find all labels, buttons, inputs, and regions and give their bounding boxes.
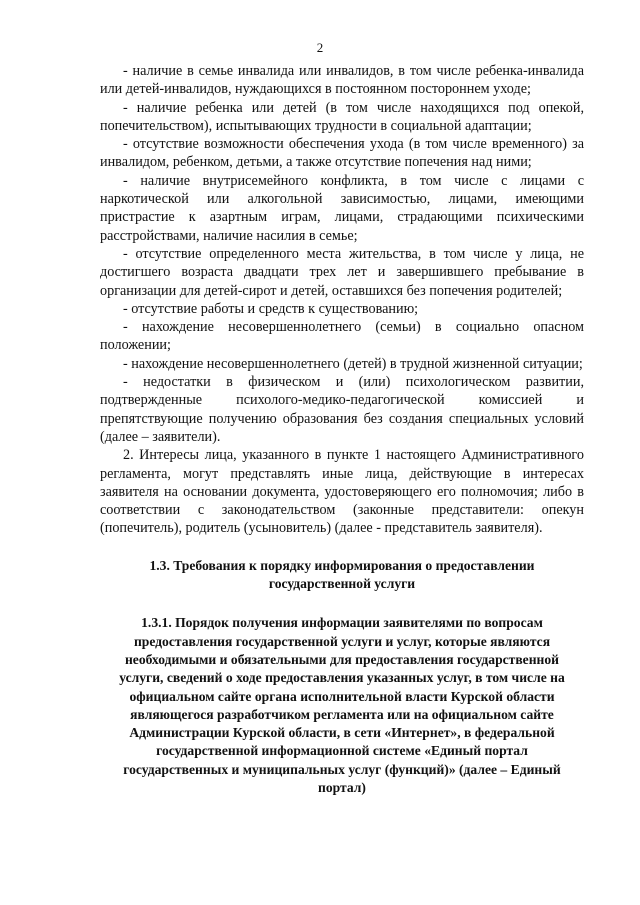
paragraph-representatives: 2. Интересы лица, указанного в пункте 1 настоящего Административного регламента, могут представлять иные лица, действующие в интересах заявителя на основании документа, удостоверяющего его полномочия; либо в соответствии с законодательством (законные представители: опекун (попечитель), родитель (усыновитель) (далее - представитель заявителя). (100, 447, 584, 537)
list-item-no-work: - отсутствие работы и средств к существованию; (123, 300, 419, 317)
section-heading: 1.3. Требования к порядку информирования о предоставлении государственной услуги (149, 557, 535, 592)
list-item-difficult-situation: - нахождение несовершеннолетнего (детей) в трудной жизненной ситуации; (123, 355, 583, 372)
page-number: 2 (316, 40, 324, 55)
list-item-no-care: - отсутствие возможности обеспечения ухода (в том числе временного) за инвалидом, ребенком, детьми, а также отсутствие попечения над ними; (100, 136, 584, 171)
subsection-heading: 1.3.1. Порядок получения информации заявителями по вопросам предоставления государственной услуги и услуг, которые являются необходимыми и обязательными для предоставления государственной услуги, сведений о ходе предоставления указанных услуг, в том числе на официальном сайте органа исполнительной власти Курской области являющегося разработчиком регламента или на официальном сайте Администрации Курской области, в сети «Интернет», в федеральной государственной информационной системе «Единый портал государственных и муниципальных услуг (функций)» (далее – Единый портал) (119, 615, 565, 795)
list-item-no-residence: - отсутствие определенного места жительства, в том числе у лица, не достигшего возраста двадцати трех лет и завершившего пребывание в организации для детей-сирот и детей, оставшихся без попечения родителей; (100, 245, 584, 299)
list-item-dangerous-situation: - нахождение несовершеннолетнего (семьи) в социально опасном положении; (100, 319, 584, 354)
document-body (100, 62, 584, 797)
list-item-family-conflict: - наличие внутрисемейного конфликта, в том числе с лицами с наркотической или алкогольной зависимостью, лицами, имеющими пристрастие к азартным играм, лицами, страдающими психическими расстройствами, наличие насилия в семье; (100, 172, 584, 244)
list-item-family-disability: - наличие в семье инвалида или инвалидов, в том числе ребенка-инвалида или детей-инвалидов, нуждающихся в постоянном постороннем уходе; (100, 63, 584, 98)
list-item-child-adaptation: - наличие ребенка или детей (в том числе находящихся под опекой, попечительством), испытывающих трудности в социальной адаптации; (100, 99, 584, 134)
list-item-development-deficits: - недостатки в физическом и (или) психологическом развитии, подтвержденные психолого-медико-педагогической комиссией и препятствующие получению образования без создания специальных условий (далее – заявители). (100, 374, 584, 445)
